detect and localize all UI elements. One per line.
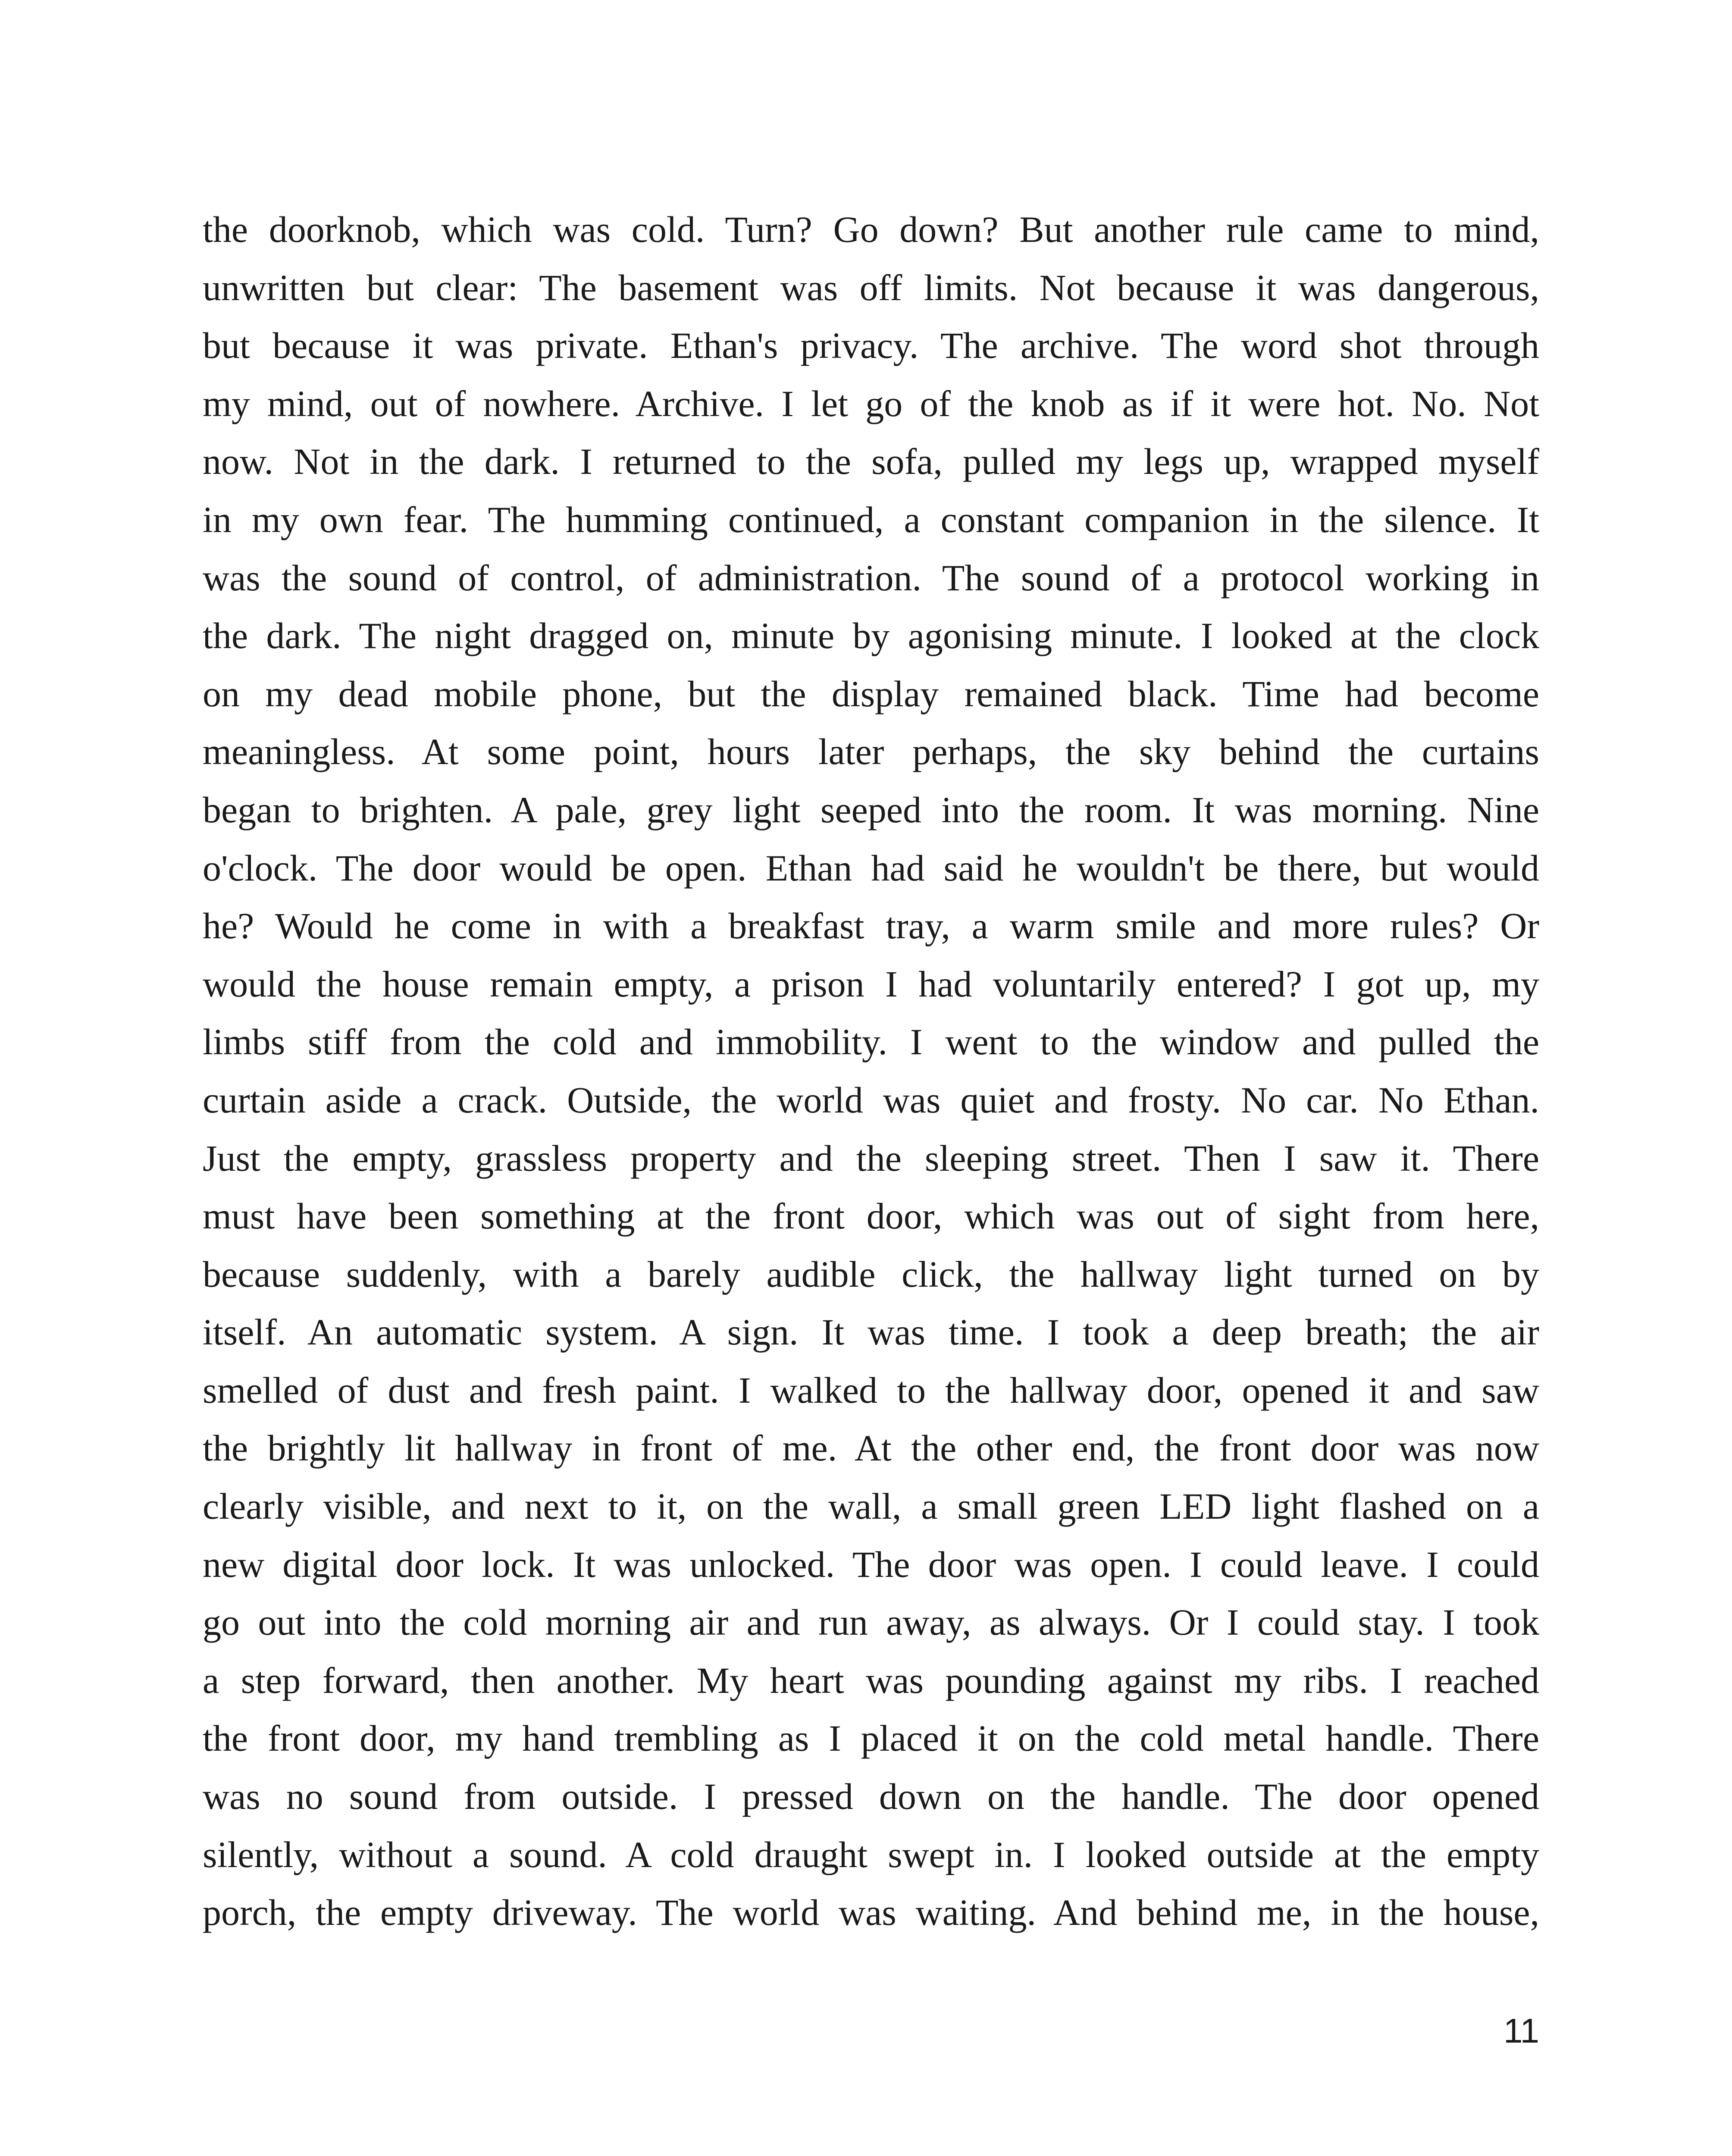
text-line: was the sound of control, of administration. The sound of a protocol working in (203, 557, 1539, 599)
text-line: now. Not in the dark. I returned to the sofa, pulled my legs up, wrapped myself (203, 441, 1539, 483)
text-line: because suddenly, with a barely audible click, the hallway light turned on by (203, 1253, 1539, 1295)
page-number: 11 (1503, 2012, 1539, 2050)
text-line: meaningless. At some point, hours later perhaps, the sky behind the curtains (203, 731, 1539, 773)
text-line: in my own fear. The humming continued, a constant companion in the silence. It (203, 498, 1539, 540)
text-line: was no sound from outside. I pressed down on the handle. The door opened (203, 1776, 1539, 1818)
text-line: o'clock. The door would be open. Ethan had said he wouldn't be there, but would (203, 847, 1539, 889)
text-line: itself. An automatic system. A sign. It was time. I took a deep breath; the air (203, 1311, 1539, 1353)
text-line: would the house remain empty, a prison I had voluntarily entered? I got up, my (203, 963, 1539, 1005)
text-line: silently, without a sound. A cold draught swept in. I looked outside at the empty (203, 1833, 1539, 1875)
text-line: the brightly lit hallway in front of me. At the other end, the front door was now (203, 1427, 1539, 1469)
text-line: new digital door lock. It was unlocked. The door was open. I could leave. I could (203, 1543, 1539, 1585)
text-line: curtain aside a crack. Outside, the world was quiet and frosty. No car. No Ethan. (203, 1079, 1539, 1121)
text-line: he? Would he come in with a breakfast tray, a warm smile and more rules? Or (203, 905, 1539, 947)
text-line: smelled of dust and fresh paint. I walked to the hallway door, opened it and saw (203, 1369, 1539, 1411)
text-line: on my dead mobile phone, but the display remained black. Time had become (203, 673, 1539, 714)
text-line: the dark. The night dragged on, minute by agonising minute. I looked at the clock (203, 615, 1539, 657)
text-line: my mind, out of nowhere. Archive. I let go of the knob as if it were hot. No. Not (203, 382, 1539, 424)
text-line: go out into the cold morning air and run away, as always. Or I could stay. I took (203, 1601, 1539, 1643)
text-line: unwritten but clear: The basement was off limits. Not because it was dangerous, (203, 266, 1539, 308)
text-line: clearly visible, and next to it, on the wall, a small green LED light flashed on a (203, 1485, 1539, 1527)
text-line: the front door, my hand trembling as I placed it on the cold metal handle. There (203, 1717, 1539, 1759)
text-line: the doorknob, which was cold. Turn? Go down? But another rule came to mind, (203, 209, 1539, 250)
text-line: Just the empty, grassless property and the sleeping street. Then I saw it. There (203, 1137, 1539, 1179)
text-line: limbs stiff from the cold and immobility. I went to the window and pulled the (203, 1021, 1539, 1063)
text-line: but because it was private. Ethan's privacy. The archive. The word shot through (203, 325, 1539, 367)
text-line: porch, the empty driveway. The world was waiting. And behind me, in the house, (203, 1892, 1539, 1934)
text-line: a step forward, then another. My heart was pounding against my ribs. I reached (203, 1659, 1539, 1701)
body-paragraph (203, 201, 1539, 1942)
text-line: must have been something at the front door, which was out of sight from here, (203, 1195, 1539, 1237)
text-line: began to brighten. A pale, grey light seeped into the room. It was morning. Nine (203, 789, 1539, 830)
